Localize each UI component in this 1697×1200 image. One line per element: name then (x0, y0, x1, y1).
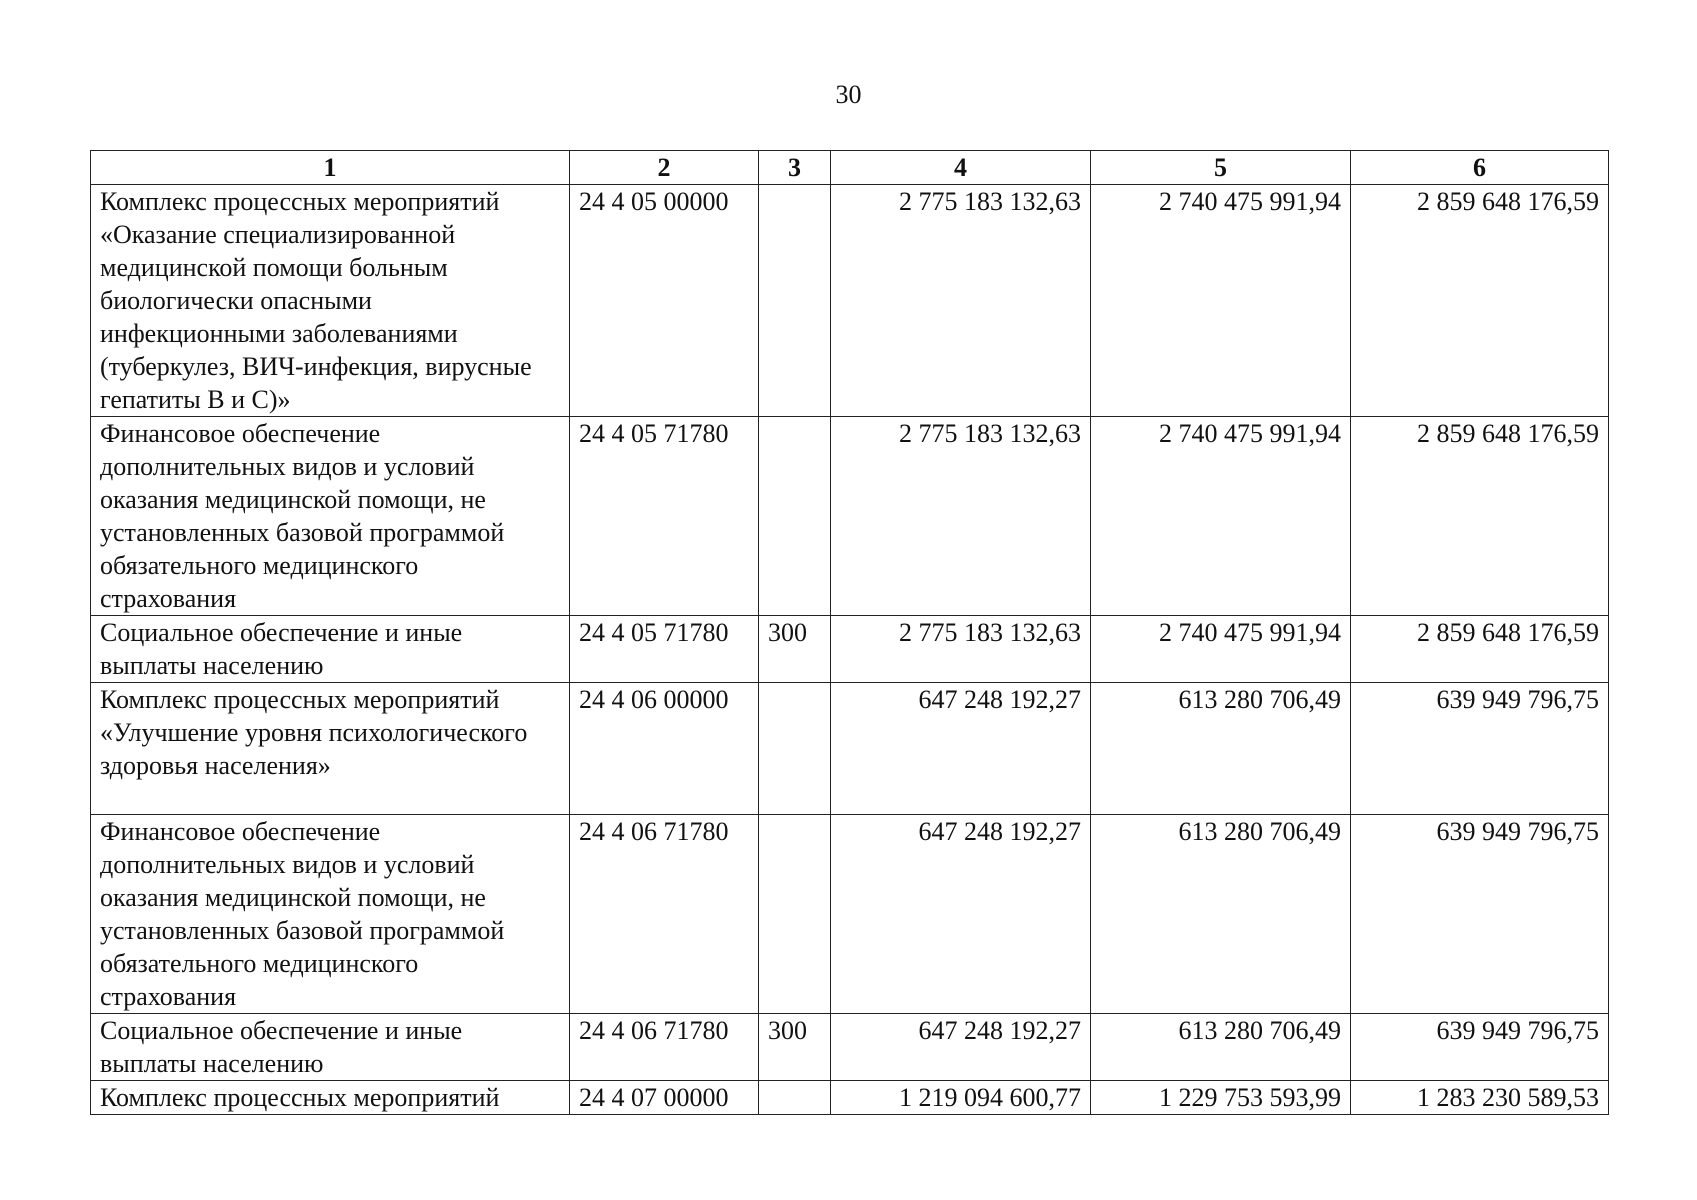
row-amount-5: 613 280 706,49 (1091, 1014, 1351, 1081)
column-header-2: 2 (570, 151, 759, 185)
table-row (91, 616, 1609, 683)
table-header (91, 151, 1609, 185)
row-amount-4: 1 219 094 600,77 (831, 1081, 1091, 1115)
row-amount-5: 2 740 475 991,94 (1091, 616, 1351, 683)
row-code: 24 4 07 00000 (570, 1081, 759, 1115)
row-amount-4: 2 775 183 132,63 (831, 417, 1091, 616)
row-expense-type (759, 185, 831, 417)
page-number: 30 (835, 80, 862, 109)
row-name: Социальное обеспечение и иные выплаты населению (91, 1014, 570, 1081)
row-amount-5: 613 280 706,49 (1091, 683, 1351, 815)
row-amount-6: 639 949 796,75 (1351, 815, 1609, 1014)
row-amount-5: 2 740 475 991,94 (1091, 185, 1351, 417)
row-amount-4: 2 775 183 132,63 (831, 616, 1091, 683)
row-code: 24 4 06 71780 (570, 815, 759, 1014)
row-code: 24 4 05 71780 (570, 417, 759, 616)
row-amount-6: 1 283 230 589,53 (1351, 1081, 1609, 1115)
table-row (91, 1014, 1609, 1081)
row-expense-type (759, 417, 831, 616)
row-amount-6: 2 859 648 176,59 (1351, 616, 1609, 683)
table-body (91, 185, 1609, 1115)
column-header-6: 6 (1351, 151, 1609, 185)
row-code: 24 4 05 00000 (570, 185, 759, 417)
row-amount-6: 639 949 796,75 (1351, 683, 1609, 815)
table-row (91, 1081, 1609, 1115)
column-header-3: 3 (759, 151, 831, 185)
row-amount-6: 2 859 648 176,59 (1351, 185, 1609, 417)
column-header-1: 1 (91, 151, 570, 185)
row-amount-5: 1 229 753 593,99 (1091, 1081, 1351, 1115)
row-amount-6: 2 859 648 176,59 (1351, 417, 1609, 616)
row-expense-type: 300 (759, 1014, 831, 1081)
row-amount-4: 2 775 183 132,63 (831, 185, 1091, 417)
table-row (91, 417, 1609, 616)
row-code: 24 4 06 00000 (570, 683, 759, 815)
row-expense-type: 300 (759, 616, 831, 683)
row-name: Комплекс процессных мероприятий «Оказание специализированной медицинской помощи больным биологически опасными инфекционными заболеваниями (туберкулез, ВИЧ-инфекция, вирусные гепатиты В и С)» (91, 185, 570, 417)
table-row (91, 683, 1609, 815)
budget-table (90, 150, 1609, 1115)
row-expense-type (759, 1081, 831, 1115)
column-header-5: 5 (1091, 151, 1351, 185)
row-name: Комплекс процессных мероприятий «Улучшение уровня психологического здоровья населения» (91, 683, 570, 815)
row-name: Финансовое обеспечение дополнительных видов и условий оказания медицинской помощи, не установленных базовой программой обязательного медицинского страхования (91, 417, 570, 616)
table-row (91, 815, 1609, 1014)
row-code: 24 4 05 71780 (570, 616, 759, 683)
row-expense-type (759, 815, 831, 1014)
row-amount-4: 647 248 192,27 (831, 815, 1091, 1014)
table-row (91, 185, 1609, 417)
header-row (91, 151, 1609, 185)
column-header-4: 4 (831, 151, 1091, 185)
row-code: 24 4 06 71780 (570, 1014, 759, 1081)
row-name: Комплекс процессных мероприятий (91, 1081, 570, 1115)
row-name: Социальное обеспечение и иные выплаты населению (91, 616, 570, 683)
row-name: Финансовое обеспечение дополнительных видов и условий оказания медицинской помощи, не установленных базовой программой обязательного медицинского страхования (91, 815, 570, 1014)
row-amount-6: 639 949 796,75 (1351, 1014, 1609, 1081)
row-amount-5: 613 280 706,49 (1091, 815, 1351, 1014)
row-expense-type (759, 683, 831, 815)
row-amount-4: 647 248 192,27 (831, 1014, 1091, 1081)
row-amount-4: 647 248 192,27 (831, 683, 1091, 815)
row-amount-5: 2 740 475 991,94 (1091, 417, 1351, 616)
